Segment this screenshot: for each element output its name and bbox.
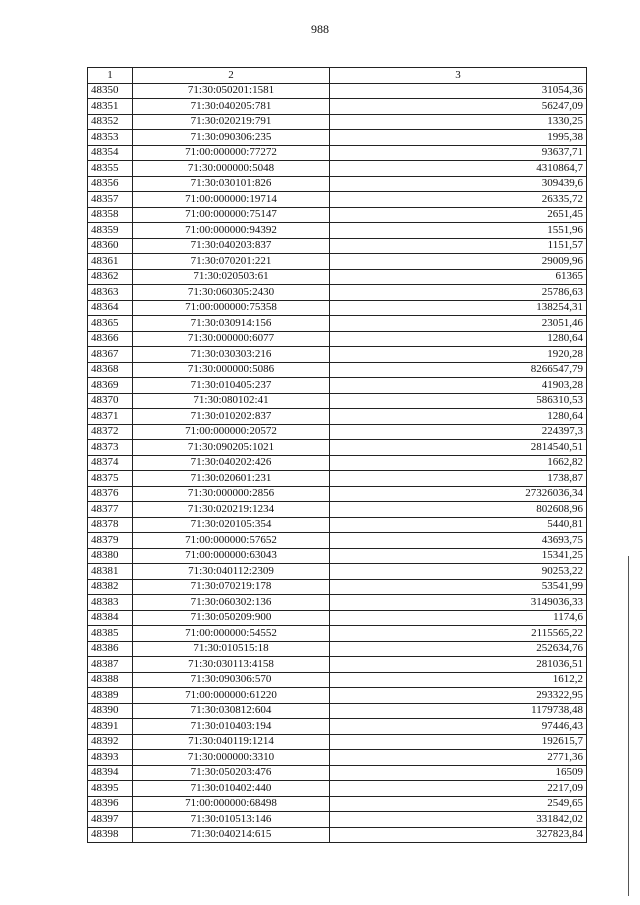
cadastral-number: 71:30:010403:194 xyxy=(133,719,330,735)
value-cell: 93637,71 xyxy=(330,145,587,161)
cadastral-number: 71:30:010515:18 xyxy=(133,641,330,657)
table-row xyxy=(88,285,587,301)
table-row xyxy=(88,238,587,254)
table-row xyxy=(88,812,587,828)
cadastral-number: 71:30:010202:837 xyxy=(133,409,330,425)
cadastral-number: 71:30:020601:231 xyxy=(133,471,330,487)
row-number: 48360 xyxy=(88,238,133,254)
table-row xyxy=(88,83,587,99)
row-number: 48391 xyxy=(88,719,133,735)
header-col-2: 2 xyxy=(133,68,330,84)
value-cell: 41903,28 xyxy=(330,378,587,394)
value-cell: 2217,09 xyxy=(330,781,587,797)
value-cell: 2651,45 xyxy=(330,207,587,223)
cadastral-number: 71:30:020219:791 xyxy=(133,114,330,130)
value-cell: 97446,43 xyxy=(330,719,587,735)
cadastral-number: 71:00:000000:77272 xyxy=(133,145,330,161)
value-cell: 327823,84 xyxy=(330,827,587,843)
cadastral-number: 71:30:000000:5048 xyxy=(133,161,330,177)
table-row xyxy=(88,533,587,549)
table-row xyxy=(88,440,587,456)
table-row xyxy=(88,161,587,177)
row-number: 48372 xyxy=(88,424,133,440)
cadastral-number: 71:30:030812:604 xyxy=(133,703,330,719)
table-row xyxy=(88,595,587,611)
cadastral-number: 71:30:060305:2430 xyxy=(133,285,330,301)
value-cell: 1612,2 xyxy=(330,672,587,688)
row-number: 48358 xyxy=(88,207,133,223)
cadastral-number: 71:00:000000:68498 xyxy=(133,796,330,812)
table-row xyxy=(88,579,587,595)
value-cell: 26335,72 xyxy=(330,192,587,208)
row-number: 48368 xyxy=(88,362,133,378)
cadastral-number: 71:30:040202:426 xyxy=(133,455,330,471)
row-number: 48375 xyxy=(88,471,133,487)
value-cell: 309439,6 xyxy=(330,176,587,192)
cadastral-number: 71:00:000000:94392 xyxy=(133,223,330,239)
cadastral-number: 71:30:030101:826 xyxy=(133,176,330,192)
cadastral-number: 71:00:000000:57652 xyxy=(133,533,330,549)
cadastral-number: 71:30:070201:221 xyxy=(133,254,330,270)
row-number: 48371 xyxy=(88,409,133,425)
cadastral-number: 71:30:040205:781 xyxy=(133,99,330,115)
table-row xyxy=(88,688,587,704)
table-row xyxy=(88,176,587,192)
cadastral-number: 71:30:010513:146 xyxy=(133,812,330,828)
table-row xyxy=(88,750,587,766)
value-cell: 1738,87 xyxy=(330,471,587,487)
table-row xyxy=(88,781,587,797)
value-cell: 586310,53 xyxy=(330,393,587,409)
row-number: 48351 xyxy=(88,99,133,115)
value-cell: 8266547,79 xyxy=(330,362,587,378)
row-number: 48357 xyxy=(88,192,133,208)
cadastral-number: 71:30:000000:6077 xyxy=(133,331,330,347)
row-number: 48363 xyxy=(88,285,133,301)
row-number: 48380 xyxy=(88,548,133,564)
row-number: 48377 xyxy=(88,502,133,518)
row-number: 48376 xyxy=(88,486,133,502)
cadastral-number: 71:30:090205:1021 xyxy=(133,440,330,456)
row-number: 48370 xyxy=(88,393,133,409)
row-number: 48361 xyxy=(88,254,133,270)
table-row xyxy=(88,378,587,394)
value-cell: 31054,36 xyxy=(330,83,587,99)
value-cell: 2814540,51 xyxy=(330,440,587,456)
table-row xyxy=(88,657,587,673)
value-cell: 3149036,33 xyxy=(330,595,587,611)
table-row xyxy=(88,564,587,580)
value-cell: 1151,57 xyxy=(330,238,587,254)
value-cell: 27326036,34 xyxy=(330,486,587,502)
cadastral-number: 71:00:000000:19714 xyxy=(133,192,330,208)
table-row xyxy=(88,130,587,146)
value-cell: 4310864,7 xyxy=(330,161,587,177)
cadastral-number: 71:30:010402:440 xyxy=(133,781,330,797)
row-number: 48393 xyxy=(88,750,133,766)
table-row xyxy=(88,269,587,285)
cadastral-number: 71:30:040112:2309 xyxy=(133,564,330,580)
table-row xyxy=(88,610,587,626)
cadastral-number: 71:30:060302:136 xyxy=(133,595,330,611)
cadastral-number: 71:30:050203:476 xyxy=(133,765,330,781)
row-number: 48389 xyxy=(88,688,133,704)
value-cell: 2771,36 xyxy=(330,750,587,766)
value-cell: 2549,65 xyxy=(330,796,587,812)
value-cell: 5440,81 xyxy=(330,517,587,533)
cadastral-number: 71:00:000000:75358 xyxy=(133,300,330,316)
cadastral-number: 71:30:000000:2856 xyxy=(133,486,330,502)
value-cell: 138254,31 xyxy=(330,300,587,316)
value-cell: 2115565,22 xyxy=(330,626,587,642)
value-cell: 802608,96 xyxy=(330,502,587,518)
value-cell: 43693,75 xyxy=(330,533,587,549)
value-cell: 1174,6 xyxy=(330,610,587,626)
table-row xyxy=(88,486,587,502)
row-number: 48390 xyxy=(88,703,133,719)
row-number: 48378 xyxy=(88,517,133,533)
cadastral-number: 71:30:090306:570 xyxy=(133,672,330,688)
row-number: 48364 xyxy=(88,300,133,316)
table-row xyxy=(88,362,587,378)
table-header xyxy=(88,68,587,84)
row-number: 48379 xyxy=(88,533,133,549)
table-row xyxy=(88,548,587,564)
row-number: 48353 xyxy=(88,130,133,146)
row-number: 48365 xyxy=(88,316,133,332)
value-cell: 1662,82 xyxy=(330,455,587,471)
value-cell: 53541,99 xyxy=(330,579,587,595)
cadastral-number: 71:30:080102:41 xyxy=(133,393,330,409)
row-number: 48356 xyxy=(88,176,133,192)
cadastral-number: 71:00:000000:61220 xyxy=(133,688,330,704)
row-number: 48396 xyxy=(88,796,133,812)
table-row xyxy=(88,827,587,843)
table-row xyxy=(88,626,587,642)
table-row xyxy=(88,734,587,750)
header-row xyxy=(88,68,587,84)
cadastral-number: 71:30:070219:178 xyxy=(133,579,330,595)
value-cell: 293322,95 xyxy=(330,688,587,704)
cadastral-number: 71:30:030303:216 xyxy=(133,347,330,363)
row-number: 48394 xyxy=(88,765,133,781)
cadastral-number: 71:30:040214:615 xyxy=(133,827,330,843)
cadastral-number: 71:30:030914:156 xyxy=(133,316,330,332)
table-row xyxy=(88,99,587,115)
row-number: 48386 xyxy=(88,641,133,657)
table-row xyxy=(88,331,587,347)
row-number: 48397 xyxy=(88,812,133,828)
table-row xyxy=(88,455,587,471)
value-cell: 90253,22 xyxy=(330,564,587,580)
row-number: 48392 xyxy=(88,734,133,750)
table-row xyxy=(88,703,587,719)
row-number: 48383 xyxy=(88,595,133,611)
table-row xyxy=(88,223,587,239)
table-row xyxy=(88,207,587,223)
cadastral-number: 71:30:050201:1581 xyxy=(133,83,330,99)
data-table xyxy=(87,67,587,843)
value-cell: 1551,96 xyxy=(330,223,587,239)
page-number: 988 xyxy=(311,22,329,36)
row-number: 48384 xyxy=(88,610,133,626)
row-number: 48388 xyxy=(88,672,133,688)
cadastral-number: 71:30:040203:837 xyxy=(133,238,330,254)
cadastral-number: 71:30:020219:1234 xyxy=(133,502,330,518)
value-cell: 29009,96 xyxy=(330,254,587,270)
table-row xyxy=(88,765,587,781)
value-cell: 56247,09 xyxy=(330,99,587,115)
cadastral-number: 71:30:090306:235 xyxy=(133,130,330,146)
row-number: 48367 xyxy=(88,347,133,363)
value-cell: 23051,46 xyxy=(330,316,587,332)
value-cell: 331842,02 xyxy=(330,812,587,828)
table-row xyxy=(88,192,587,208)
row-number: 48387 xyxy=(88,657,133,673)
value-cell: 1995,38 xyxy=(330,130,587,146)
value-cell: 1330,25 xyxy=(330,114,587,130)
row-number: 48350 xyxy=(88,83,133,99)
value-cell: 1920,28 xyxy=(330,347,587,363)
cadastral-number: 71:30:010405:237 xyxy=(133,378,330,394)
header-col-3: 3 xyxy=(330,68,587,84)
cadastral-number: 71:30:020503:61 xyxy=(133,269,330,285)
cadastral-number: 71:00:000000:63043 xyxy=(133,548,330,564)
row-number: 48366 xyxy=(88,331,133,347)
value-cell: 1280,64 xyxy=(330,409,587,425)
table-body xyxy=(88,83,587,843)
header-col-1: 1 xyxy=(88,68,133,84)
row-number: 48359 xyxy=(88,223,133,239)
table-row xyxy=(88,502,587,518)
table-row xyxy=(88,471,587,487)
row-number: 48382 xyxy=(88,579,133,595)
value-cell: 192615,7 xyxy=(330,734,587,750)
row-number: 48385 xyxy=(88,626,133,642)
value-cell: 252634,76 xyxy=(330,641,587,657)
table-row xyxy=(88,114,587,130)
row-number: 48362 xyxy=(88,269,133,285)
row-number: 48374 xyxy=(88,455,133,471)
value-cell: 224397,3 xyxy=(330,424,587,440)
cadastral-number: 71:30:000000:3310 xyxy=(133,750,330,766)
row-number: 48352 xyxy=(88,114,133,130)
table-row xyxy=(88,517,587,533)
table-row xyxy=(88,641,587,657)
row-number: 48373 xyxy=(88,440,133,456)
cadastral-number: 71:00:000000:75147 xyxy=(133,207,330,223)
row-number: 48369 xyxy=(88,378,133,394)
row-number: 48398 xyxy=(88,827,133,843)
table-row xyxy=(88,316,587,332)
table-row xyxy=(88,145,587,161)
cadastral-number: 71:00:000000:20572 xyxy=(133,424,330,440)
table-row xyxy=(88,424,587,440)
table-row xyxy=(88,719,587,735)
cadastral-number: 71:30:040119:1214 xyxy=(133,734,330,750)
value-cell: 16509 xyxy=(330,765,587,781)
row-number: 48354 xyxy=(88,145,133,161)
value-cell: 25786,63 xyxy=(330,285,587,301)
value-cell: 15341,25 xyxy=(330,548,587,564)
table-row xyxy=(88,300,587,316)
cadastral-number: 71:00:000000:54552 xyxy=(133,626,330,642)
table-row xyxy=(88,347,587,363)
value-cell: 281036,51 xyxy=(330,657,587,673)
table-row xyxy=(88,796,587,812)
cadastral-number: 71:30:020105:354 xyxy=(133,517,330,533)
table-row xyxy=(88,672,587,688)
cadastral-number: 71:30:050209:900 xyxy=(133,610,330,626)
value-cell: 1280,64 xyxy=(330,331,587,347)
table-row xyxy=(88,409,587,425)
cadastral-number: 71:30:000000:5086 xyxy=(133,362,330,378)
table-row xyxy=(88,393,587,409)
value-cell: 61365 xyxy=(330,269,587,285)
row-number: 48355 xyxy=(88,161,133,177)
row-number: 48395 xyxy=(88,781,133,797)
cadastral-number: 71:30:030113:4158 xyxy=(133,657,330,673)
row-number: 48381 xyxy=(88,564,133,580)
page-edge-line xyxy=(628,556,629,896)
table-row xyxy=(88,254,587,270)
value-cell: 1179738,48 xyxy=(330,703,587,719)
